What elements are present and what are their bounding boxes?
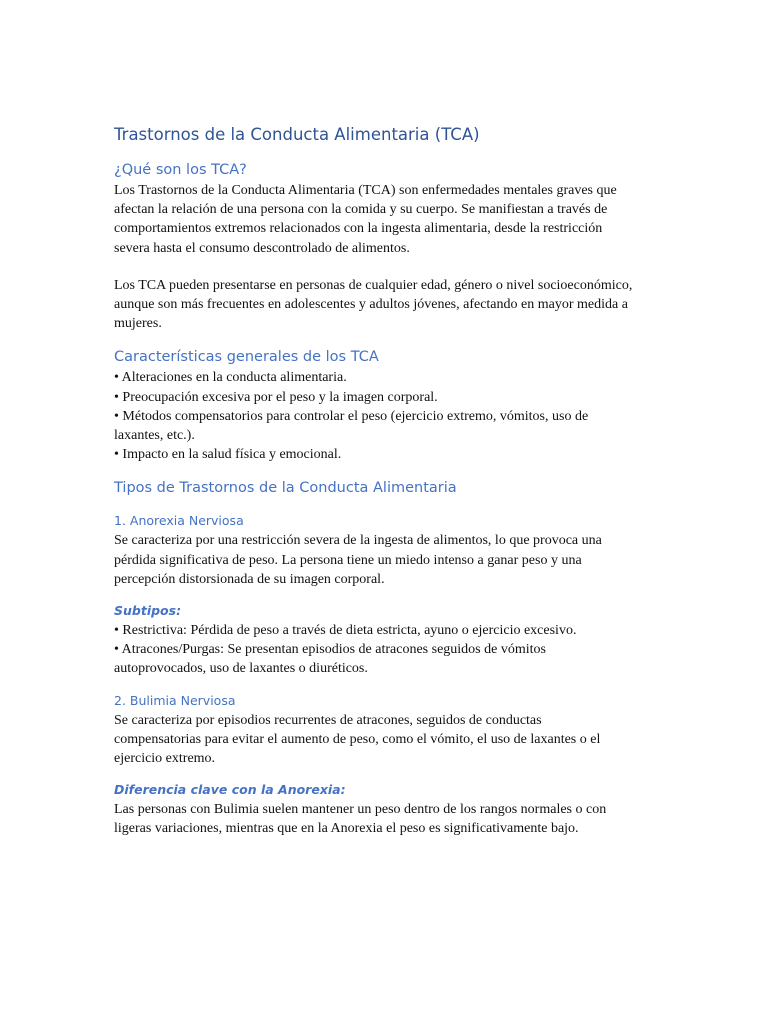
document-page <box>114 123 664 839</box>
text-line: pérdida significativa de peso. La persona tiene un miedo intenso a ganar peso y una <box>114 552 582 568</box>
text-line: comportamientos extremos relacionados con la ingesta alimentaria, desde la restricción <box>114 221 603 237</box>
heading-subtypes: Subtipos: <box>114 603 182 619</box>
text-line: ejercicio extremo. <box>114 751 216 767</box>
paragraph-population <box>114 276 664 334</box>
heading-key-difference: Diferencia clave con la Anorexia: <box>114 782 346 798</box>
list-item: • Atracones/Purgas: Se presentan episodios de atracones seguidos de vómitos <box>114 642 546 658</box>
text-line: Se caracteriza por episodios recurrentes de atracones, seguidos de conductas <box>114 712 542 728</box>
text-line: compensatorias para evitar el aumento de peso, como el vómito, el uso de laxantes o el <box>114 731 601 747</box>
paragraph-definition <box>114 181 664 258</box>
text-line: Las personas con Bulimia suelen mantener un peso dentro de los rangos normales o con <box>114 802 607 818</box>
subtypes-list <box>114 621 664 679</box>
text-line: percepción distorsionada de su imagen corporal. <box>114 571 385 587</box>
paragraph-bulimia <box>114 711 664 769</box>
text-line: aunque son más frecuentes en adolescentes y adultos jóvenes, afectando en mayor medida a <box>114 297 628 313</box>
heading-types: Tipos de Trastornos de la Conducta Alimentaria <box>114 480 457 497</box>
heading-bulimia: 2. Bulimia Nerviosa <box>114 692 236 708</box>
text-line: mujeres. <box>114 316 162 332</box>
list-item: laxantes, etc.). <box>114 428 195 444</box>
text-line: Los Trastornos de la Conducta Alimentaria (TCA) son enfermedades mentales graves que <box>114 183 617 198</box>
text-line: severa hasta el consumo descontrolado de alimentos. <box>114 240 410 256</box>
heading-general-features: Características generales de los TCA <box>114 349 379 366</box>
features-list <box>114 368 664 464</box>
text-line: Se caracteriza por una restricción severa de la ingesta de alimentos, lo que provoca una <box>114 533 602 549</box>
heading-anorexia: 1. Anorexia Nerviosa <box>114 513 244 529</box>
list-item: • Restrictiva: Pérdida de peso a través de dieta estricta, ayuno o ejercicio excesivo. <box>114 623 577 639</box>
heading-what-are-tca: ¿Qué son los TCA? <box>114 162 247 178</box>
list-item: • Alteraciones en la conducta alimentaria. <box>114 370 347 386</box>
paragraph-anorexia <box>114 531 664 589</box>
list-item: • Preocupación excesiva por el peso y la imagen corporal. <box>114 389 438 405</box>
paragraph-key-difference <box>114 800 664 838</box>
document-title: Trastornos de la Conducta Alimentaria (TCA) <box>114 125 480 144</box>
list-item: • Impacto en la salud física y emocional. <box>114 447 342 463</box>
text-line: afectan la relación de una persona con la comida y su cuerpo. Se manifiestan a través de <box>114 202 608 218</box>
text-line: ligeras variaciones, mientras que en la Anorexia el peso es significativamente bajo. <box>114 821 579 837</box>
list-item: autoprovocados, uso de laxantes o diuréticos. <box>114 661 368 677</box>
list-item: • Métodos compensatorios para controlar el peso (ejercicio extremo, vómitos, uso de <box>114 408 589 424</box>
text-line: Los TCA pueden presentarse en personas de cualquier edad, género o nivel socioeconómico, <box>114 277 633 293</box>
